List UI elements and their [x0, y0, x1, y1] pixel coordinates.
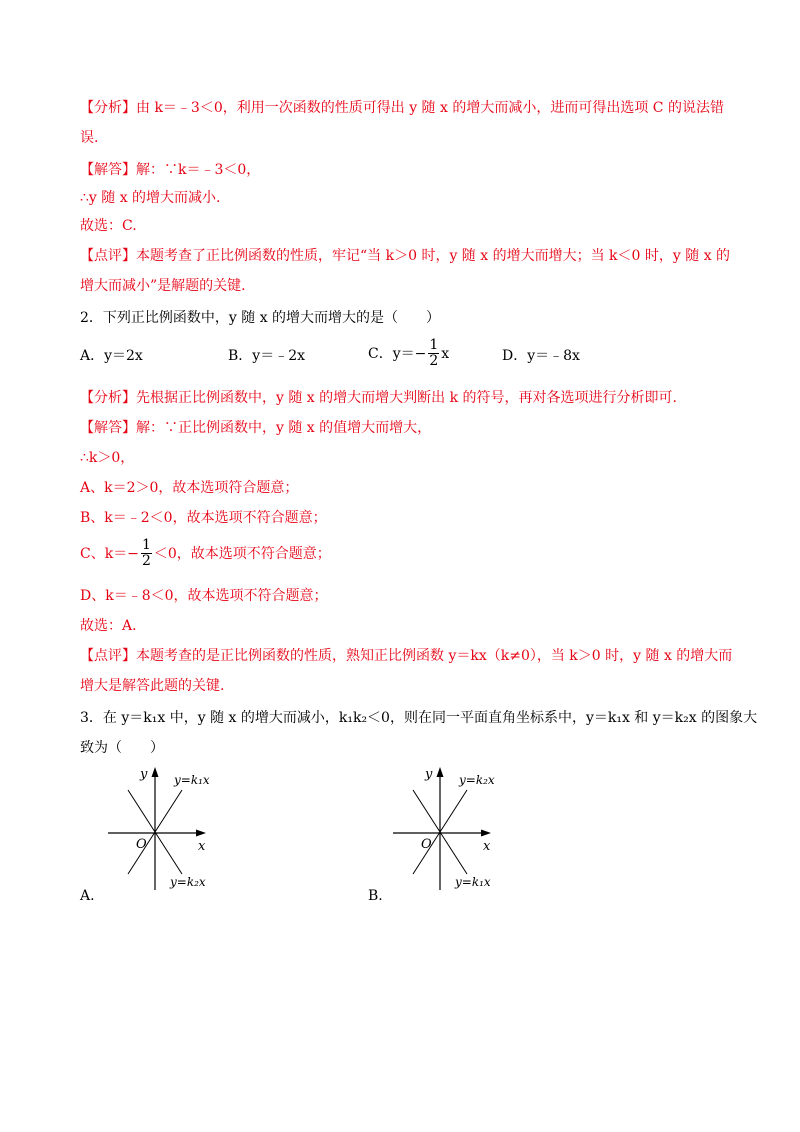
q3-graph-b: [385, 762, 515, 902]
q2-option-c: [368, 338, 449, 369]
q1-comment-line2: 增大而减小”是解题的关键.: [80, 278, 246, 294]
graph-a-top-line-label: y=k₁x: [174, 773, 210, 787]
graph-a-y-arrow: [152, 767, 159, 777]
q2-option-c-fraction: [428, 338, 439, 369]
q2-choice: 故选：A.: [80, 618, 137, 634]
graph-a-x-label: x: [198, 839, 206, 854]
graph-a-x-arrow: [196, 830, 206, 837]
q2-answer-c-prefix: C、k＝−: [80, 545, 139, 562]
q2-stem: 2．下列正比例函数中，y 随 x 的增大而增大的是（ ）: [80, 310, 441, 326]
q1-analysis-line1: 【分析】由 k＝﹣3＜0，利用一次函数的性质可得出 y 随 x 的增大而减小，进而可得出选项 C 的说法错: [80, 100, 724, 116]
graph-b-bottom-line-label: y=k₁x: [455, 875, 491, 889]
graph-b-origin-label: O: [421, 837, 432, 852]
q2-answer-c-fraction: [141, 538, 152, 569]
q2-option-a: A．y＝2x: [80, 348, 143, 364]
q2-option-c-denominator: 2: [429, 353, 439, 369]
graph-a-origin-label: O: [136, 837, 147, 852]
graph-b-top-line-label: y=k₂x: [459, 773, 495, 787]
graph-b-x-label: x: [483, 839, 491, 854]
q2-answer-b: B、k＝﹣2＜0，故本选项不符合题意；: [80, 510, 327, 526]
q2-answer-c-suffix: ＜0，故本选项不符合题意；: [153, 545, 331, 562]
graph-b-y-label: y: [425, 767, 433, 782]
q2-answer-c-denominator: 2: [141, 553, 151, 569]
q2-answer-c-numerator: 1: [141, 537, 151, 553]
q2-comment-line2: 增大是解答此题的关键.: [80, 678, 225, 694]
q2-answer-line2: ∴k＞0，: [80, 450, 135, 466]
q2-option-c-prefix: C．y＝−: [368, 345, 427, 362]
q1-comment-line1: 【点评】本题考查了正比例函数的性质，牢记“当 k＞0 时，y 随 x 的增大而增大；当 k＜0 时，y 随 x 的: [80, 248, 731, 264]
q3-graph-a: [100, 762, 230, 902]
graph-b-y-arrow: [437, 767, 444, 777]
q2-answer-d: D、k＝﹣8＜0，故本选项不符合题意；: [80, 588, 328, 604]
q1-answer-line1: 【解答】解：∵k＝﹣3＜0，: [80, 162, 261, 178]
graph-a-y-label: y: [140, 767, 148, 782]
q3-stem-line2: 致为（ ）: [80, 740, 164, 756]
graph-b-x-arrow: [481, 830, 491, 837]
q2-option-c-numerator: 1: [429, 337, 439, 353]
graph-a-bottom-line-label: y=k₂x: [170, 875, 206, 889]
q3-stem-line1: 3．在 y＝k₁x 中，y 随 x 的增大而减小，k₁k₂＜0，则在同一平面直角坐标系中，y＝k₁x 和 y＝k₂x 的图象大: [80, 710, 758, 726]
q1-choice: 故选：C.: [80, 218, 137, 234]
q3-option-a-label: A.: [80, 888, 95, 904]
q2-answer-a: A、k＝2＞0，故本选项符合题意；: [80, 480, 299, 496]
q2-option-b: B．y＝﹣2x: [228, 348, 305, 364]
q2-comment-line1: 【点评】本题考查的是正比例函数的性质，熟知正比例函数 y＝kx（k≠0），当 k＞0 时，y 随 x 的增大而: [80, 648, 733, 664]
q2-answer-line1: 【解答】解：∵正比例函数中，y 随 x 的值增大而增大，: [80, 420, 432, 436]
q1-answer-line2: ∴y 随 x 的增大而减小.: [80, 190, 221, 206]
q2-option-c-suffix: x: [441, 345, 450, 362]
q3-option-b-label: B.: [368, 888, 383, 904]
q1-analysis-line2: 误.: [80, 130, 99, 146]
q2-answer-c: [80, 538, 331, 569]
q2-option-d: D．y＝﹣8x: [502, 348, 580, 364]
q2-analysis: 【分析】先根据正比例函数中，y 随 x 的增大而增大判断出 k 的符号，再对各选项进行分析即可.: [80, 390, 677, 406]
